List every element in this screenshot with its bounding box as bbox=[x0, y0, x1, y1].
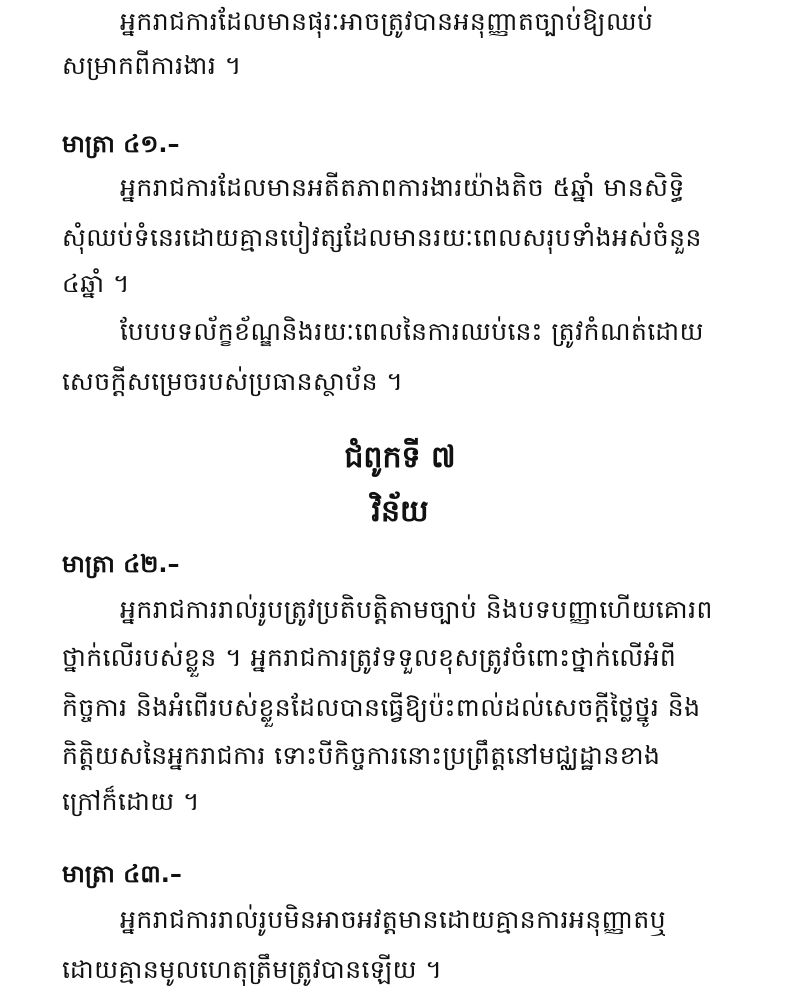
paragraph-line: អ្នករាជការដែលមានអតីតភាពការងារយ៉ាងតិច ៥ឆ្នាំ មានសិទ្ធិ bbox=[120, 173, 685, 202]
paragraph-line: កិត្តិយសនៃអ្នករាជការ ទោះបីកិច្ចការនោះប្រព្រឹត្តនៅមជ្ឈដ្ឋានខាង bbox=[62, 741, 661, 770]
paragraph-line: បែបបទល័ក្ខខ័ណ្ឌនិងរយៈពេលនៃការឈប់នេះ ត្រូវកំណត់ដោយ bbox=[120, 317, 704, 346]
article-heading: មាត្រា ៤២.– bbox=[62, 550, 180, 578]
paragraph-line: សម្រាកពីការងារ ។ bbox=[62, 51, 242, 80]
paragraph-line: ក្រៅក៏ដោយ ។ bbox=[62, 787, 201, 816]
paragraph-line: ៤ឆ្នាំ ។ bbox=[62, 269, 130, 298]
paragraph-line: អ្នករាជការដែលមានផុរៈអាចត្រូវបានអនុញ្ញាតច្បាប់ឱ្យឈប់ bbox=[120, 7, 654, 36]
article-heading: មាត្រា ៤១.– bbox=[62, 130, 180, 158]
paragraph-line: អ្នករាជការរាល់រូបត្រូវប្រតិបត្តិតាមច្បាប់ និងបទបញ្ញាហើយគោរព bbox=[120, 595, 713, 624]
article-heading: មាត្រា ៤៣.– bbox=[62, 860, 182, 888]
paragraph-line: ថ្នាក់លើរបស់ខ្លួន ។ អ្នករាជការត្រូវទទួលខុសត្រូវចំពោះថ្នាក់លើអំពី bbox=[62, 643, 677, 672]
chapter-number: ជំពូកទី ៧ bbox=[344, 440, 456, 475]
chapter-title: វិន័យ bbox=[371, 494, 429, 529]
paragraph-line: កិច្ចការ និងអំពើរបស់ខ្លួនដែលបានធ្វើឱ្យប៉ះពាល់ដល់សេចក្តីថ្លៃថ្នូរ និង bbox=[62, 693, 701, 722]
paragraph-line: សេចក្តីសម្រេចរបស់ប្រធានស្ថាប័ន ។ bbox=[62, 367, 404, 396]
paragraph-line: អ្នករាជការរាល់រូបមិនអាចអវត្តមានដោយគ្មានការអនុញ្ញាតឬ bbox=[120, 905, 667, 934]
paragraph-line: សុំឈប់ទំនេរដោយគ្មានបៀវត្សដែលមានរយៈពេលសរុបទាំងអស់ចំនួន bbox=[62, 223, 702, 252]
paragraph-line: ដោយគ្មានមូលហេតុត្រឹមត្រូវបានឡើយ ។ bbox=[62, 955, 443, 984]
